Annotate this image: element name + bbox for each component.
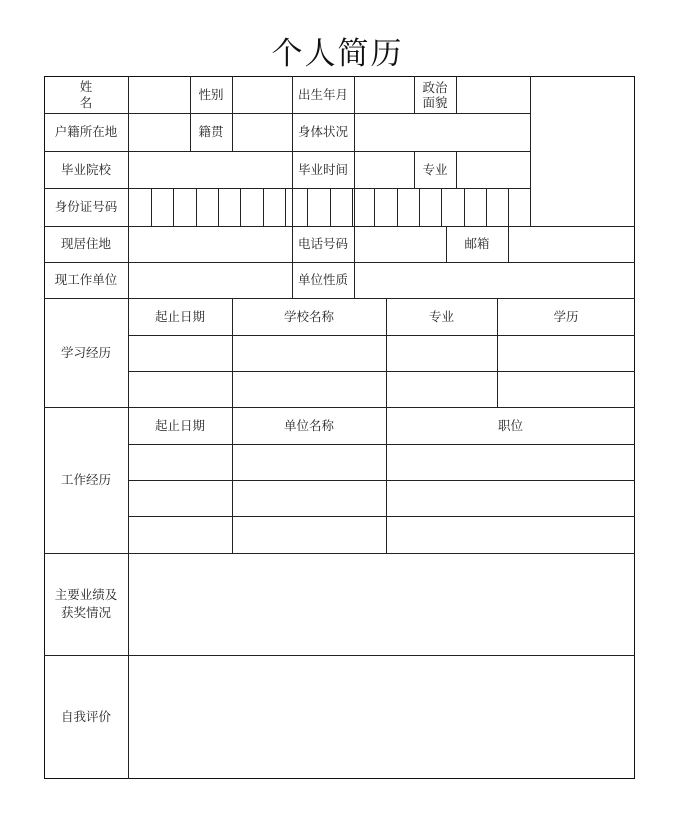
row-line bbox=[128, 444, 635, 445]
row-line bbox=[128, 335, 635, 336]
birth-field[interactable] bbox=[354, 76, 414, 113]
label-name-text: 姓名 bbox=[79, 78, 115, 110]
label-major: 专业 bbox=[422, 161, 448, 177]
row-line bbox=[128, 480, 635, 481]
work-header-date: 起止日期 bbox=[154, 417, 205, 433]
label-email: 邮箱 bbox=[464, 236, 490, 251]
major-field[interactable] bbox=[456, 151, 530, 188]
grad-time-field[interactable] bbox=[354, 151, 414, 188]
id-number-field[interactable] bbox=[128, 188, 530, 226]
email-field[interactable] bbox=[508, 226, 635, 262]
label-id-number: 身份证号码 bbox=[54, 199, 118, 214]
label-employer-type: 单位性质 bbox=[297, 272, 348, 287]
address-field[interactable] bbox=[128, 226, 292, 262]
label-grad-time: 毕业时间 bbox=[297, 161, 348, 177]
gender-field[interactable] bbox=[232, 76, 292, 113]
photo-area[interactable] bbox=[530, 76, 635, 226]
label-political bbox=[414, 76, 456, 113]
label-achievements bbox=[44, 553, 128, 655]
household-field[interactable] bbox=[128, 113, 190, 151]
label-birth: 出生年月 bbox=[297, 86, 348, 102]
label-self-eval: 自我评价 bbox=[60, 709, 111, 724]
political-field[interactable] bbox=[456, 76, 530, 113]
label-political-line2: 面貌 bbox=[422, 94, 448, 110]
edu-header-school: 学校名称 bbox=[283, 308, 334, 324]
native-place-field[interactable] bbox=[232, 113, 292, 151]
phone-field[interactable] bbox=[354, 226, 446, 262]
school-field[interactable] bbox=[128, 151, 292, 188]
label-address: 现居住地 bbox=[60, 236, 111, 251]
label-work: 工作经历 bbox=[60, 472, 111, 487]
label-school: 毕业院校 bbox=[60, 161, 111, 177]
edu-header-degree: 学历 bbox=[553, 308, 579, 324]
row-line bbox=[128, 516, 635, 517]
label-phone: 电话号码 bbox=[297, 236, 348, 251]
label-employer: 现工作单位 bbox=[54, 272, 118, 287]
name-field[interactable] bbox=[128, 76, 190, 113]
edu-header-date: 起止日期 bbox=[154, 308, 205, 324]
label-achievements-line2: 获奖情况 bbox=[60, 605, 111, 620]
work-header-company: 单位名称 bbox=[283, 417, 334, 433]
label-native-place: 籍贯 bbox=[198, 124, 224, 139]
row-line bbox=[128, 371, 635, 372]
label-achievements-line1: 主要业绩及 bbox=[54, 587, 118, 602]
label-household: 户籍所在地 bbox=[54, 124, 118, 139]
achievements-field[interactable] bbox=[128, 553, 635, 655]
page-title: 个人简历 bbox=[271, 36, 404, 72]
label-gender: 性别 bbox=[198, 86, 224, 102]
label-name bbox=[44, 76, 128, 113]
label-political-line1: 政治 bbox=[422, 79, 448, 95]
work-header-position: 职位 bbox=[497, 417, 523, 433]
health-field[interactable] bbox=[354, 113, 530, 151]
self-eval-field[interactable] bbox=[128, 655, 635, 779]
employer-type-field[interactable] bbox=[354, 262, 635, 298]
col-line bbox=[530, 76, 531, 226]
edu-header-major: 专业 bbox=[428, 308, 454, 324]
employer-field[interactable] bbox=[128, 262, 292, 298]
label-health: 身体状况 bbox=[297, 124, 348, 139]
label-education: 学习经历 bbox=[60, 344, 111, 360]
